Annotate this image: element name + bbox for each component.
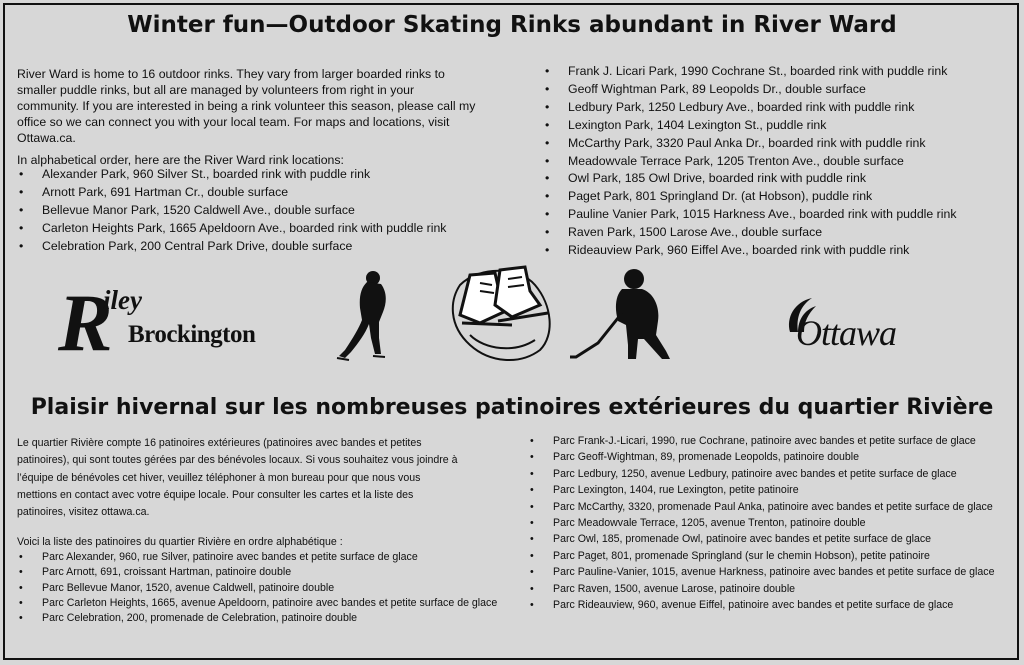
city-of-ottawa-logo (778, 296, 928, 358)
list-item: • Pauline Vanier Park, 1015 Harkness Ave., boarded rink with puddle rink (543, 206, 1013, 224)
french-intro-line: mettions en contact avec votre équipe locale. Pour consulter les cartes et la liste des (17, 488, 414, 501)
french-intro-line: patinoires, visitez ottawa.ca. (17, 506, 150, 519)
french-title: Plaisir hivernal sur les nombreuses patinoires extérieures du quartier Rivière (30, 395, 994, 420)
figure-skater-icon (335, 268, 395, 363)
list-item: • Parc Alexander, 960, rue Silver, patinoire avec bandes et petite surface de glace (17, 550, 509, 565)
french-intro (17, 436, 517, 520)
list-item: • Raven Park, 1500 Larose Ave., double surface (543, 224, 1013, 242)
logo-last-name: Brockington (128, 321, 256, 348)
english-rink-list-right (543, 63, 1013, 260)
ice-skates-icon (440, 255, 560, 370)
list-item: • Arnott Park, 691 Hartman Cr., double surface (17, 184, 547, 202)
list-item: • McCarthy Park, 3320 Paul Anka Dr., boarded rink with puddle rink (543, 135, 1013, 153)
list-item: • Parc Rideauview, 960, avenue Eiffel, patinoire avec bandes et petite surface de glace (528, 598, 1016, 613)
english-intro-line: Ottawa.ca. (17, 131, 76, 145)
list-item: • Paget Park, 801 Springland Dr. (at Hobson), puddle rink (543, 188, 1013, 206)
list-item: • Alexander Park, 960 Silver St., boarded rink with puddle rink (17, 166, 547, 184)
riley-brockington-logo (58, 277, 263, 368)
english-list-intro: In alphabetical order, here are the River Ward rink locations: (17, 153, 344, 167)
french-intro-line: Le quartier Rivière compte 16 patinoires extérieures (patinoires avec bandes et petites (17, 437, 422, 449)
list-item: • Parc Carleton Heights, 1665, avenue Apeldoorn, patinoire avec bandes et petite surface de glace (17, 596, 509, 611)
list-item: • Parc Geoff-Wightman, 89, promenade Leopolds, patinoire double (528, 450, 1016, 465)
french-rink-list-right (528, 434, 1016, 614)
logo-initial: R (58, 277, 113, 368)
english-intro-line: smaller puddle rinks, but all are managed by volunteers from right in your (17, 83, 415, 97)
english-rink-list-left (17, 166, 547, 256)
list-item: • Frank J. Licari Park, 1990 Cochrane St., boarded rink with puddle rink (543, 63, 1013, 81)
list-item: • Geoff Wightman Park, 89 Leopolds Dr., double surface (543, 81, 1013, 99)
list-item: • Meadowvale Terrace Park, 1205 Trenton Ave., double surface (543, 153, 1013, 171)
english-intro-line: community. If you are interested in being a rink volunteer this season, please call my (17, 99, 476, 113)
list-item: • Parc Frank-J.-Licari, 1990, rue Cochrane, patinoire avec bandes et petite surface de glace (528, 434, 1016, 449)
list-item: • Parc Owl, 185, promenade Owl, patinoire avec bandes et petite surface de glace (528, 532, 1016, 547)
list-item: • Parc McCarthy, 3320, promenade Paul Anka, patinoire avec bandes et petite surface de glace (528, 500, 1016, 515)
list-item: • Parc Lexington, 1404, rue Lexington, petite patinoire (528, 483, 1016, 498)
list-item: • Parc Celebration, 200, promenade de Celebration, patinoire double (17, 611, 509, 626)
list-item: • Parc Raven, 1500, avenue Larose, patinoire double (528, 582, 1016, 597)
list-item: • Ledbury Park, 1250 Ledbury Ave., boarded rink with puddle rink (543, 99, 1013, 117)
list-item: • Parc Meadowvale Terrace, 1205, avenue Trenton, patinoire double (528, 516, 1016, 531)
logo-first-name: iley (103, 285, 142, 315)
list-item: • Lexington Park, 1404 Lexington St., puddle rink (543, 117, 1013, 135)
list-item: • Owl Park, 185 Owl Drive, boarded rink with puddle rink (543, 170, 1013, 188)
ottawa-wordmark: Ottawa (796, 313, 897, 353)
list-item: • Rideauview Park, 960 Eiffel Ave., boarded rink with puddle rink (543, 242, 1013, 260)
list-item: • Celebration Park, 200 Central Park Drive, double surface (17, 238, 547, 256)
french-intro-line: patinoires), qui sont toutes gérées par des bénévoles locaux. Si vous souhaitez vous joindre à (17, 454, 458, 467)
list-item: • Parc Pauline-Vanier, 1015, avenue Harkness, patinoire avec bandes et petite surface de glace (528, 565, 1016, 580)
list-item: • Carleton Heights Park, 1665 Apeldoorn Ave., boarded rink with puddle rink (17, 220, 547, 238)
list-item: • Parc Arnott, 691, croissant Hartman, patinoire double (17, 565, 509, 580)
english-intro-line: River Ward is home to 16 outdoor rinks. They vary from larger boarded rinks to (17, 67, 445, 81)
english-intro-line: office so we can connect you with your local team. For maps and locations, visit (17, 115, 450, 129)
english-intro (17, 66, 537, 146)
french-list-intro: Voici la liste des patinoires du quartier Rivière en ordre alphabétique : (17, 536, 343, 548)
french-rink-list-left (17, 550, 509, 626)
hockey-player-icon (568, 265, 678, 365)
list-item: • Bellevue Manor Park, 1520 Caldwell Ave., double surface (17, 202, 547, 220)
english-title: Winter fun—Outdoor Skating Rinks abundant in River Ward (127, 12, 897, 38)
list-item: • Parc Bellevue Manor, 1520, avenue Caldwell, patinoire double (17, 581, 509, 596)
list-item: • Parc Ledbury, 1250, avenue Ledbury, patinoire avec bandes et petite surface de glace (528, 467, 1016, 482)
french-intro-line: l’équipe de bénévoles cet hiver, veuillez téléphoner à mon bureau pour que nous vous (17, 471, 421, 484)
list-item: • Parc Paget, 801, promenade Springland (sur le chemin Hobson), petite patinoire (528, 549, 1016, 564)
